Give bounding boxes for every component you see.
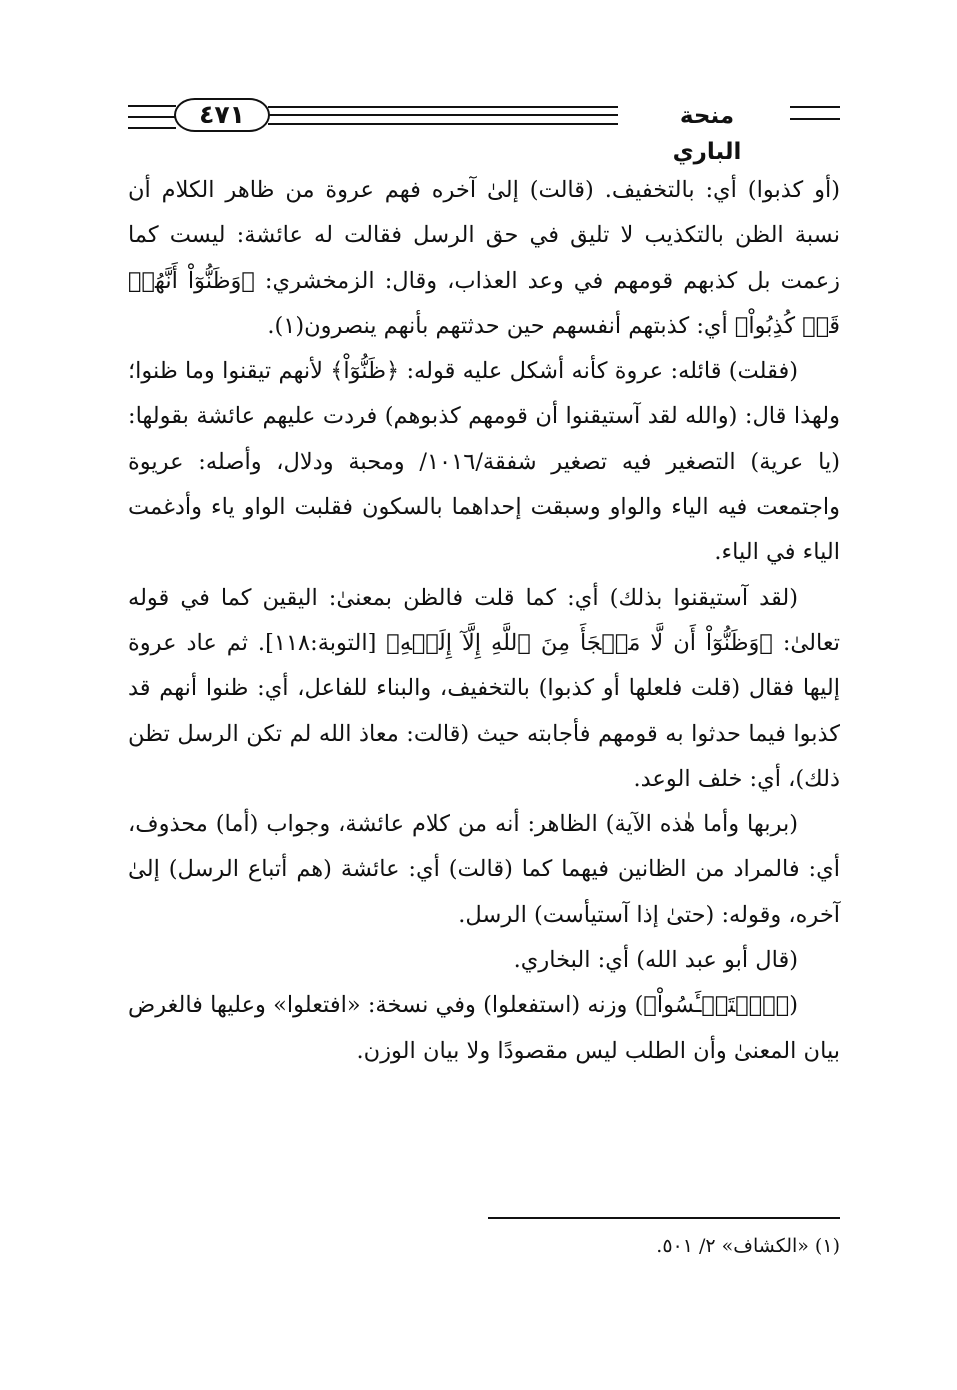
- paragraph-3: (لقد آستيقنوا بذلك) أي: كما قلت فالظن بمعنىٰ: اليقين كما في قوله تعالىٰ: ﴿وَظَنُّوٓاْ أَن لَّا مَلۡجَأَ مِنَ ٱللَّهِ إِلَّآ إِلَيۡهِ﴾ [التوبة:١١٨]. ثم عاد عروة إليها فقال (قلت فلعلها أو كذبوا) بالتخفيف، والبناء للفاعل، أي: ظنوا أنهم قد كذبوا فيما حدثوا به قومهم فأجابته حيث (قالت: معاذ الله لم تكن الرسل تظن ذلك)، أي: خلف الوعد.: [128, 584, 841, 792]
- paragraph-4: (بربها وأما هٰذه الآية) الظاهر: أنه من كلام عائشة، وجواب (أما) محذوف، أي: فالمراد من الظانين فيهما كما (قالت) أي: عائشة (هم أتباع الرسل) إلىٰ آخره، وقوله: (حتىٰ إذا آستيأست) الرسل.: [128, 811, 840, 928]
- header-rule-left-bottom: [128, 127, 176, 129]
- header-rule-center-bottom: [268, 123, 618, 125]
- paragraph-6: (﴿ٱسۡتَيۡـَٔسُواْ﴾) وزنه (استفعلوا) وفي نسخة: «افتعلوا» وعليها فالغرض بيان المعنىٰ وأن الطلب ليس مقصودًا ولا بيان الوزن.: [128, 992, 840, 1064]
- header-rule-center-top: [268, 106, 618, 108]
- header-rule-right-top: [790, 106, 840, 108]
- paragraph-2: (فقلت) قائله: عروة كأنه أشكل عليه قوله: ﴿ظَنُّوٓاْ﴾ لأنهم تيقنوا وما ظنوا؛ ولهذا قال: (والله لقد آستيقنوا أن قومهم كذبوهم) فردت عليهم عائشة بقولها: (يا عرية) التصغير فيه تصغير شفقة/١٠١٦/ ومحبة ودلال، وأصله: عريوة واجتمعت فيه الياء والواو وسبقت إحداهما بالسكون فقلبت الواو ياء وأدغمت الياء في الياء.: [128, 358, 840, 566]
- header-rule-left-mid: [128, 116, 176, 118]
- paragraph-5: (قال أبو عبد الله) أي: البخاري.: [513, 947, 798, 974]
- paragraph-1: (أو كذبوا) أي: بالتخفيف. (قالت) إلىٰ آخره فهم عروة من ظاهر الكلام أن نسبة الظن بالتكذيب لا تليق في حق الرسل فقالت له عائشة: ليست كما زعمت بل كذبهم قومهم في وعد العذاب، وقال: الزمخشري: ﴿وَظَنُّوٓاْ أَنَّهُمۡ قَدۡ كُذِبُواْ﴾ أي: كذبتهم أنفسهم حين حدثتهم بأنهم ينصرون(١).: [128, 177, 840, 339]
- book-title: منحة الباري: [672, 103, 742, 165]
- page-number: ٤٧١: [174, 98, 270, 132]
- header-rule-left-top: [128, 105, 176, 107]
- main-text: [128, 168, 840, 1074]
- footnote-1: (١) «الكشاف» ٢/ ٥٠١.: [656, 1235, 840, 1257]
- header-rule-right-bottom: [790, 118, 840, 120]
- header-rule-center-mid: [268, 114, 618, 116]
- page-header: [128, 94, 840, 165]
- footnote-separator: [488, 1217, 840, 1219]
